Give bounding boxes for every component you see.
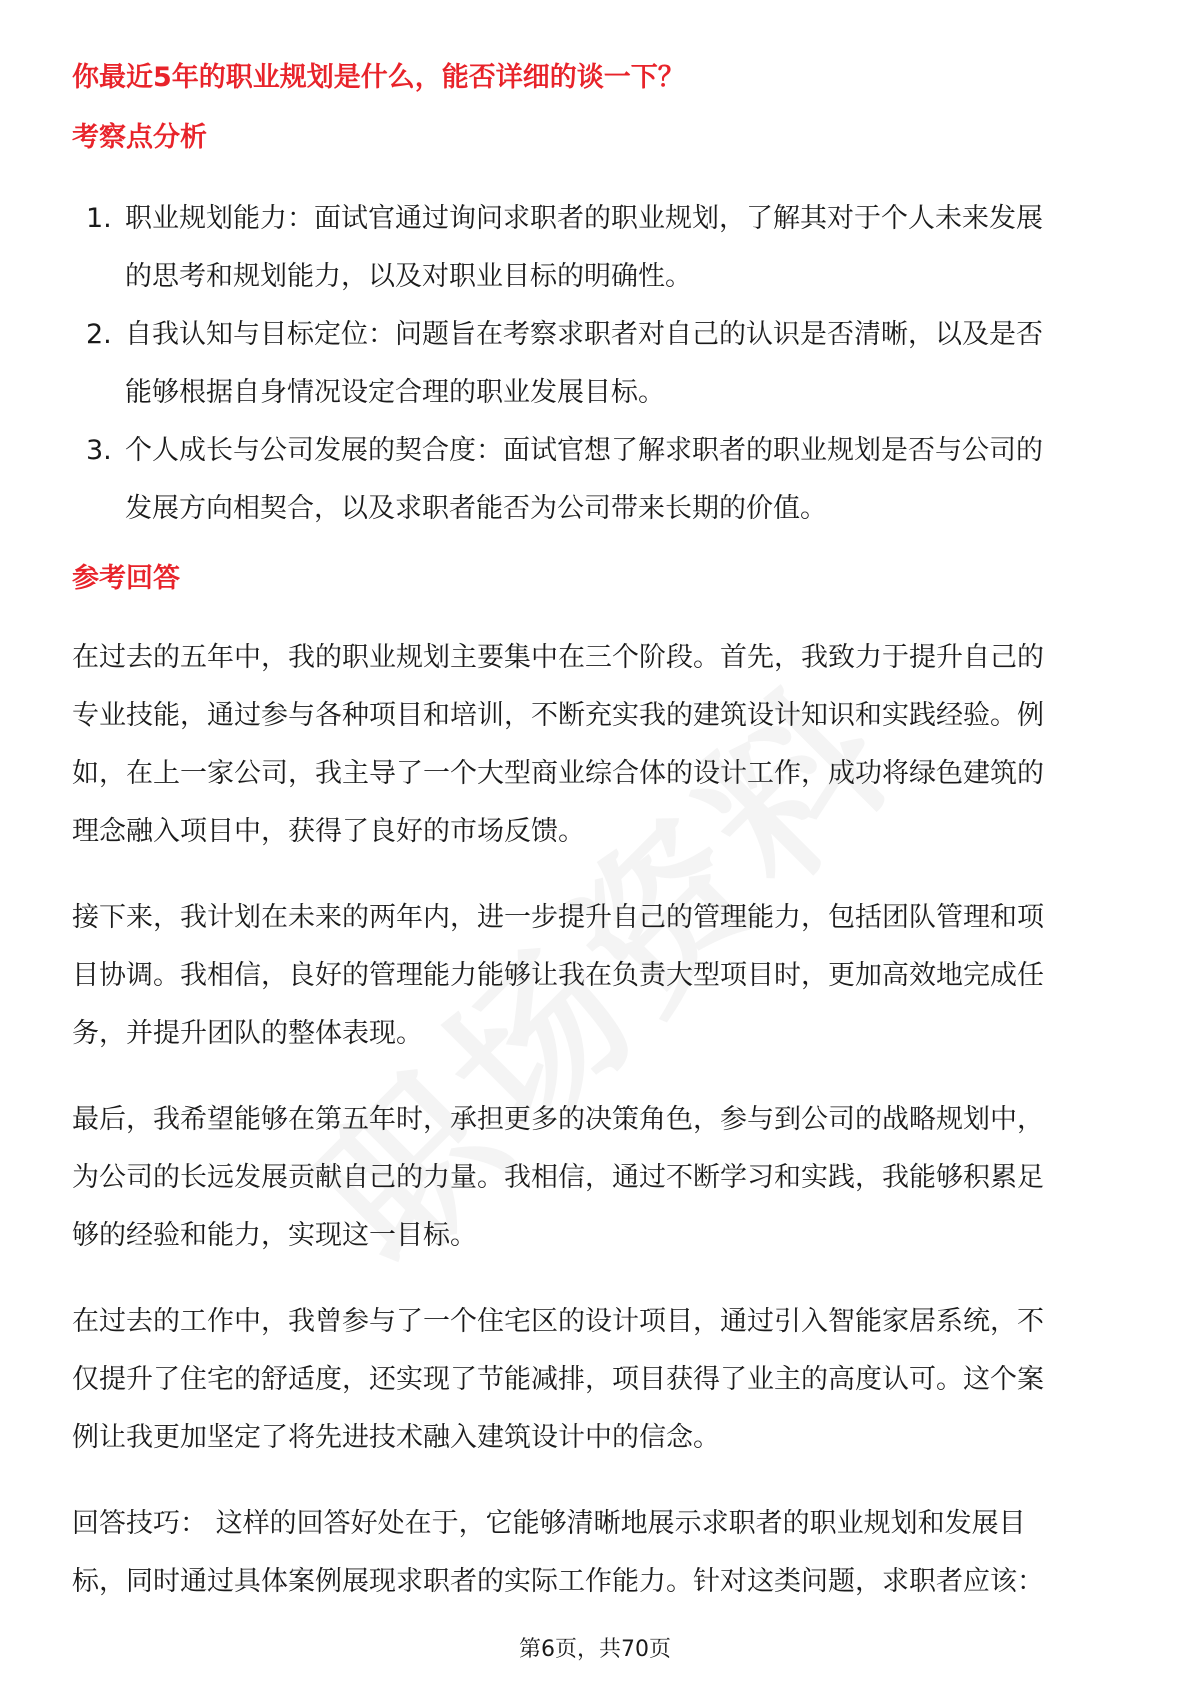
answer-paragraph <box>72 1091 1118 1265</box>
answer-paragraph <box>72 1293 1118 1467</box>
answer-section-title: 参考回答 <box>72 563 180 594</box>
paragraph-line: 接下来，我计划在未来的两年内，进一步提升自己的管理能力，包括团队管理和项 <box>72 902 1044 933</box>
paragraph-line: 目协调。我相信，良好的管理能力能够让我在负责大型项目时，更加高效地完成任 <box>72 960 1044 991</box>
analysis-point <box>72 306 1118 422</box>
page-number-footer: 第6页，共70页 <box>519 1637 671 1662</box>
point-text-line: 自我认知与目标定位：问题旨在考察求职者对自己的认识是否清晰，以及是否 <box>125 319 1043 350</box>
point-text-line: 个人成长与公司发展的契合度：面试官想了解求职者的职业规划是否与公司的 <box>125 435 1043 466</box>
analysis-point <box>72 422 1118 538</box>
paragraph-line: 专业技能，通过参与各种项目和培训，不断充实我的建筑设计知识和实践经验。例 <box>72 700 1044 731</box>
question-heading: 你最近5年的职业规划是什么，能否详细的谈一下？ <box>72 62 685 93</box>
point-number: 2. <box>86 319 112 350</box>
point-text-line: 职业规划能力：面试官通过询问求职者的职业规划，了解其对于个人未来发展 <box>125 203 1043 234</box>
paragraph-line: 标，同时通过具体案例展现求职者的实际工作能力。针对这类问题，求职者应该： <box>72 1566 1044 1597</box>
paragraph-line: 仅提升了住宅的舒适度，还实现了节能减排，项目获得了业主的高度认可。这个案 <box>72 1364 1044 1395</box>
point-text-line: 能够根据自身情况设定合理的职业发展目标。 <box>125 377 665 408</box>
point-number: 3. <box>86 435 112 466</box>
analysis-point-list <box>72 190 1118 538</box>
answer-tips-paragraph <box>72 1495 1118 1611</box>
paragraph-line: 例让我更加坚定了将先进技术融入建筑设计中的信念。 <box>72 1422 720 1453</box>
point-text-line: 发展方向相契合，以及求职者能否为公司带来长期的价值。 <box>125 493 827 524</box>
paragraph-line: 回答技巧： 这样的回答好处在于，它能够清晰地展示求职者的职业规划和发展目 <box>72 1508 1026 1539</box>
point-number: 1. <box>86 203 112 234</box>
paragraph-line: 为公司的长远发展贡献自己的力量。我相信，通过不断学习和实践，我能够积累足 <box>72 1162 1044 1193</box>
answer-paragraph <box>72 889 1118 1063</box>
paragraph-line: 在过去的工作中，我曾参与了一个住宅区的设计项目，通过引入智能家居系统，不 <box>72 1306 1044 1337</box>
answer-paragraph <box>72 629 1118 861</box>
paragraph-line: 理念融入项目中，获得了良好的市场反馈。 <box>72 816 585 847</box>
paragraph-line: 在过去的五年中，我的职业规划主要集中在三个阶段。首先，我致力于提升自己的 <box>72 642 1044 673</box>
paragraph-line: 够的经验和能力，实现这一目标。 <box>72 1220 477 1251</box>
analysis-section-title: 考察点分析 <box>72 122 207 153</box>
point-text-line: 的思考和规划能力，以及对职业目标的明确性。 <box>125 261 692 292</box>
paragraph-line: 务，并提升团队的整体表现。 <box>72 1018 423 1049</box>
analysis-point <box>72 190 1118 306</box>
paragraph-line: 最后，我希望能够在第五年时，承担更多的决策角色，参与到公司的战略规划中， <box>72 1104 1044 1135</box>
paragraph-line: 如，在上一家公司，我主导了一个大型商业综合体的设计工作，成功将绿色建筑的 <box>72 758 1044 789</box>
